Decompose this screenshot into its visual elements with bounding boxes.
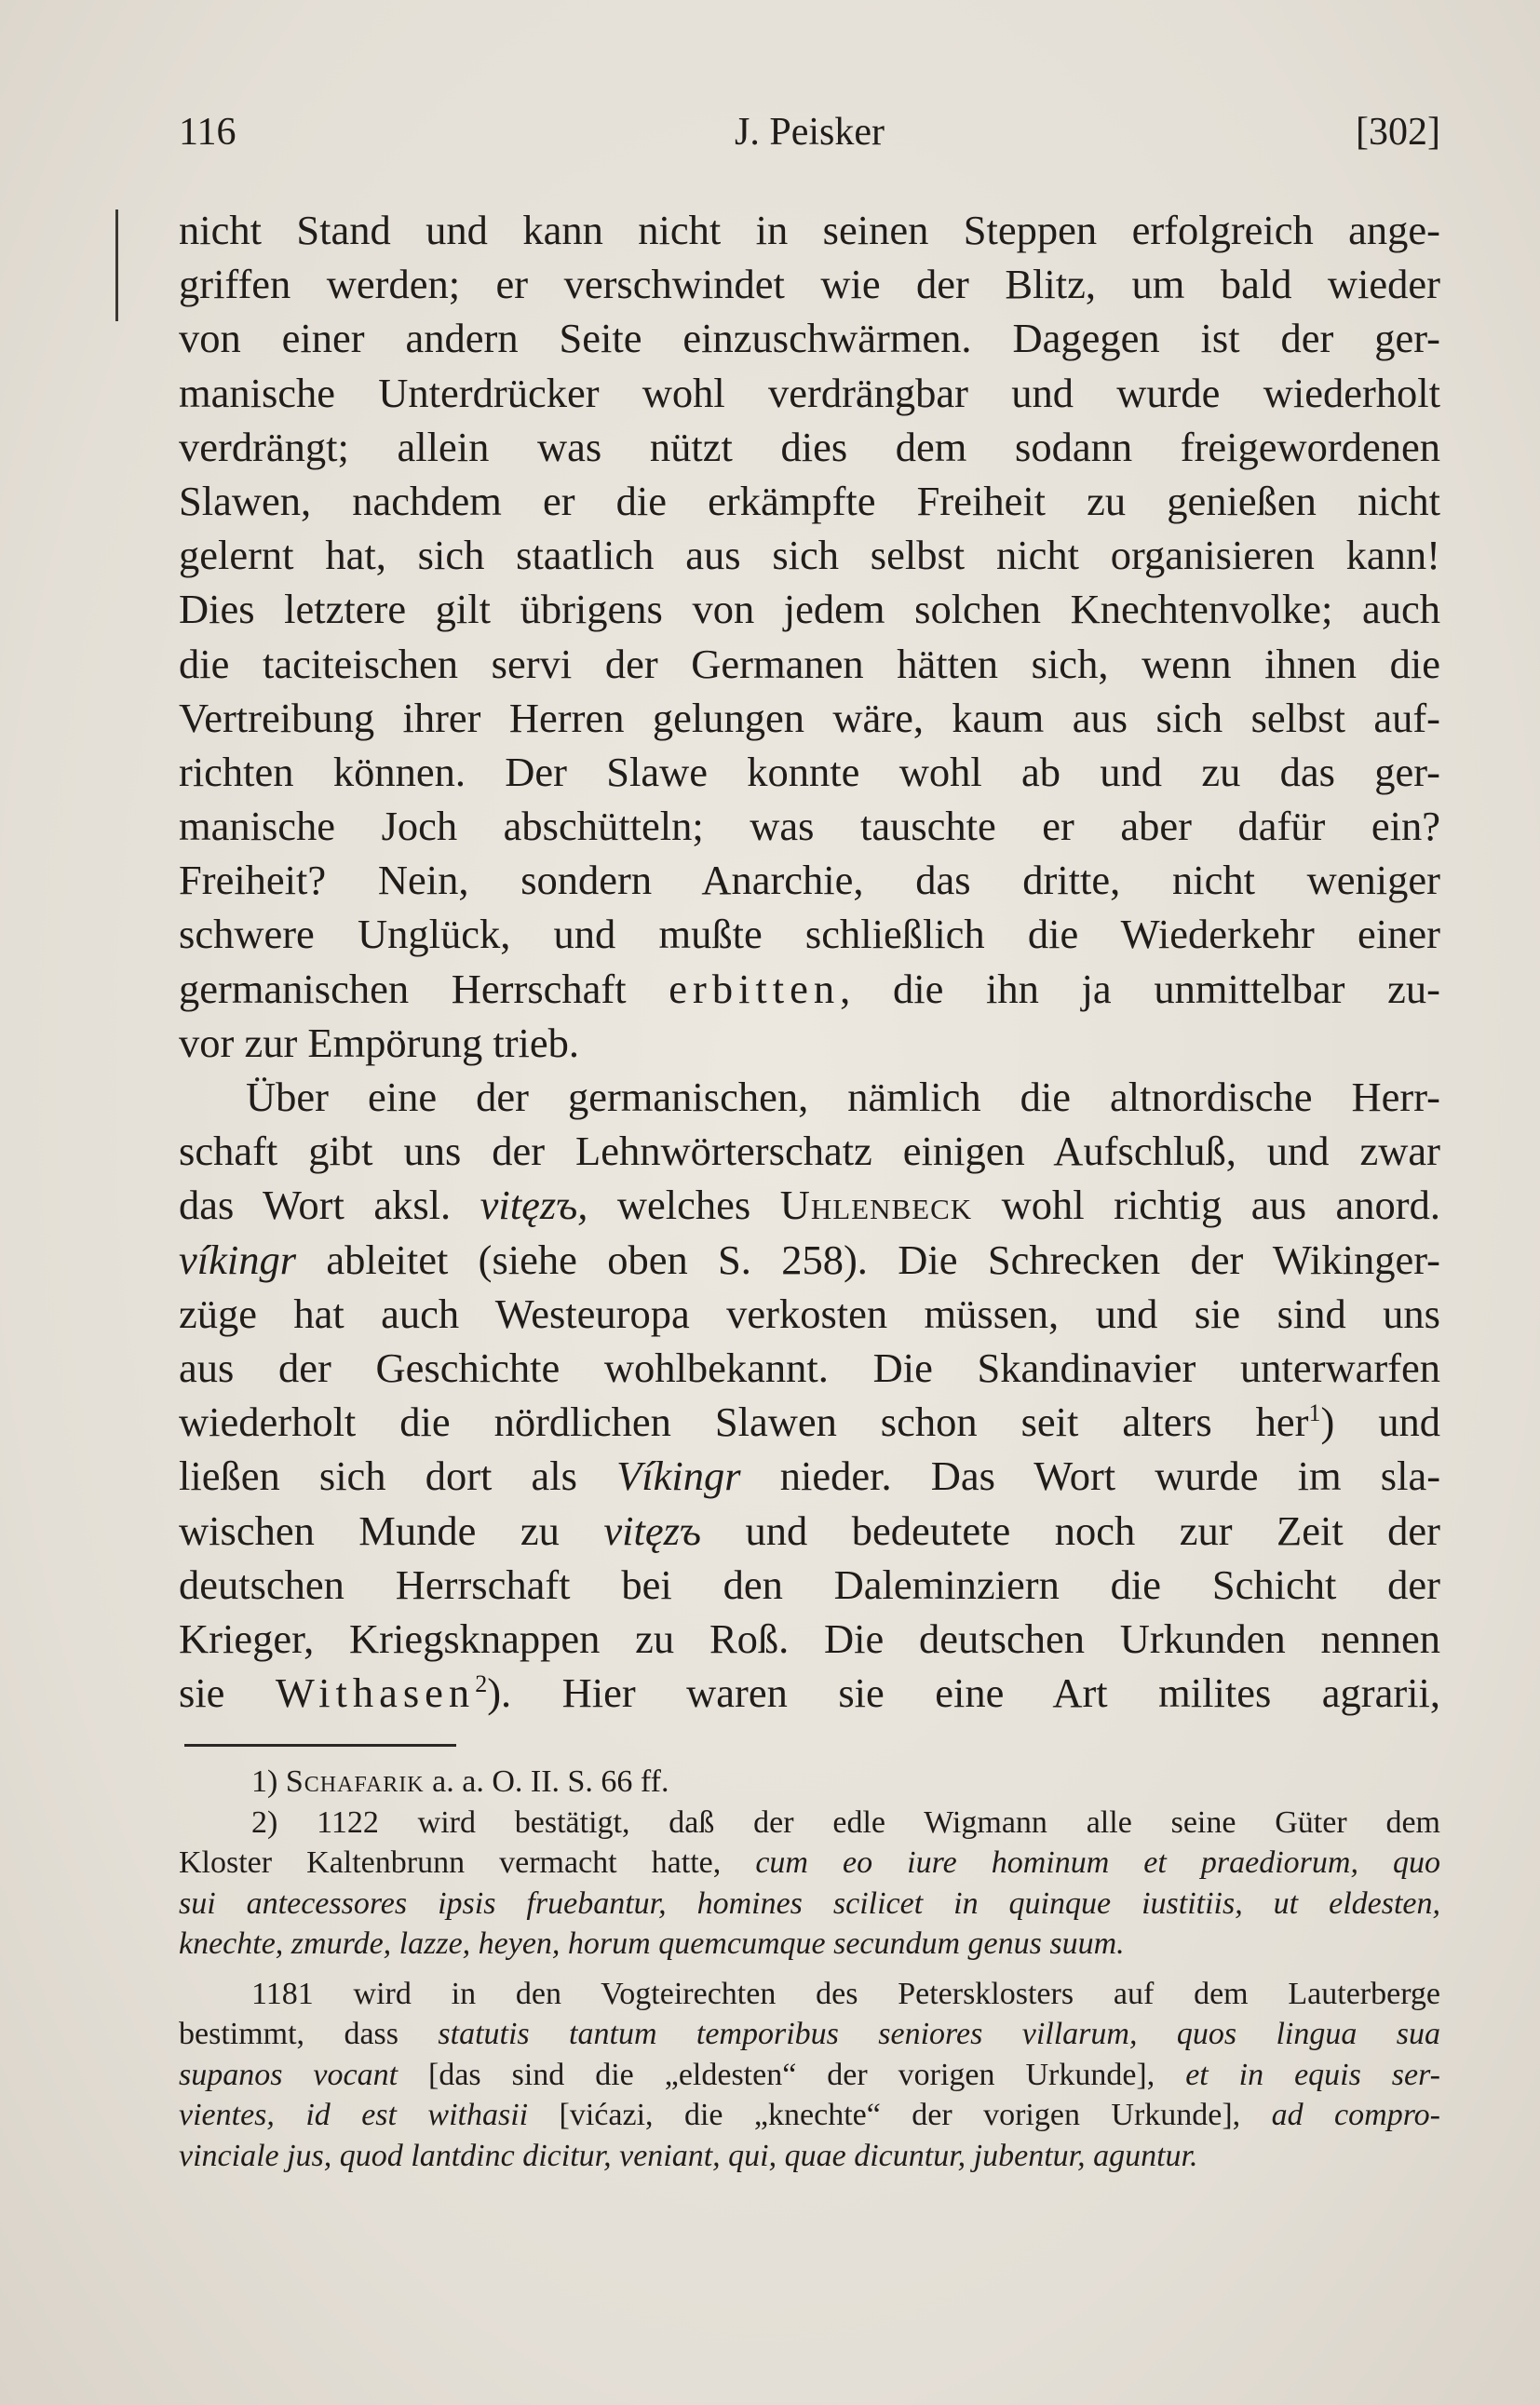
footnote-1: 1) Schafarik a. a. O. II. S. 66 ff. <box>251 1764 669 1799</box>
spaced-emphasis: Withasen <box>275 1669 476 1717</box>
body-line: manische Unterdrücker wohl verdrängbar und wurde wiederholt <box>179 369 1440 416</box>
footnote-3-line: vinciale jus, quod lantdinc dicitur, veniant, qui, quae dicuntur, jubentur, aguntur. <box>179 2138 1198 2173</box>
body-line: züge hat auch Westeuropa verkosten müssen, und sie sind uns <box>179 1290 1440 1337</box>
body-line: griffen werden; er verschwindet wie der Blitz, um bald wieder <box>179 261 1440 308</box>
footnote-separator <box>184 1744 456 1747</box>
body-line: Krieger, Kriegsknappen zu Roß. Die deutschen Urkunden nennen <box>179 1615 1440 1662</box>
footnote-ref: 2 <box>475 1670 488 1698</box>
author-name: Uhlenbeck <box>779 1182 973 1229</box>
italic-word: vitęzъ <box>603 1507 702 1554</box>
body-line: richten können. Der Slawe konnte wohl ab und zu das ger- <box>179 748 1440 795</box>
running-title: J. Peisker <box>735 111 885 154</box>
footnotes <box>179 1762 1440 2176</box>
body-line: manische Joch abschütteln; was tauschte er aber dafür ein? <box>179 803 1440 850</box>
italic-word: Víkingr <box>616 1452 741 1500</box>
body-text <box>179 203 1440 1720</box>
margin-line-mark <box>115 209 118 321</box>
body-line: Slawen, nachdem er die erkämpfte Freiheit zu genießen nicht <box>179 477 1440 524</box>
body-line: von einer andern Seite einzuschwärmen. Dagegen ist der ger- <box>179 315 1440 362</box>
body-line: die taciteischen servi der Germanen hätten sich, wenn ihnen die <box>179 640 1440 687</box>
body-line: Über eine der germanischen, nämlich die altnordische Herr- <box>246 1074 1440 1120</box>
footnote-2-line: sui antecessores ipsis fruebantur, homines scilicet in quinque iustitiis, ut eldesten, <box>179 1885 1440 1921</box>
body-line: germanischen Herrschaft erbitten, die ihn ja unmittelbar zu- <box>179 965 1440 1012</box>
footnote-2-line: knechte, zmurde, lazze, heyen, horum quemcumque secundum genus suum. <box>179 1926 1125 1961</box>
body-line: wischen Munde zu vitęzъ und bedeutete noch zur Zeit der <box>179 1507 1440 1554</box>
body-line: sie Withasen$^2$). Hier waren sie eine Art milites agrarii, <box>179 1669 1440 1717</box>
footnote-3-line: bestimmt, dass statutis tantum temporibus seniores villarum, quos lingua sua <box>179 2017 1441 2051</box>
running-header <box>179 110 1440 166</box>
body-line: vor zur Empörung trieb. <box>179 1019 580 1066</box>
body-line: Vertreibung ihrer Herren gelungen wäre, kaum aus sich selbst auf- <box>179 694 1440 741</box>
footnote-3-line: 1181 wird in den Vogteirechten des Petersklosters auf dem Lauterberge <box>251 1976 1440 2011</box>
spaced-emphasis: erbitten <box>669 965 841 1012</box>
italic-word: vitęzъ, <box>480 1182 588 1229</box>
body-line: schwere Unglück, und mußte schließlich die Wiederkehr einer <box>179 911 1440 958</box>
footnote-2-line: 2) 1122 wird bestätigt, daß der edle Wigmann alle seine Güter dem <box>251 1804 1440 1840</box>
body-line: nicht Stand und kann nicht in seinen Steppen erfolgreich ange- <box>179 207 1440 253</box>
body-line: ließen sich dort als Víkingr nieder. Das Wort wurde im sla- <box>179 1452 1441 1500</box>
body-line: schaft gibt uns der Lehnwörterschatz einigen Aufschluß, und zwar <box>179 1128 1440 1175</box>
body-line: deutschen Herrschaft bei den Daleminziern die Schicht der <box>179 1561 1440 1608</box>
footnote-3-line: vientes, id est withasii [vićazi, die „knechte“ der vorigen Urkunde], ad compro- <box>179 2098 1440 2132</box>
footnote-3-line: supanos vocant [das sind die „eldesten“ der vorigen Urkunde], et in equis ser- <box>179 2057 1440 2092</box>
body-line: das Wort aksl. vitęzъ, welches Uhlenbeck wohl richtig aus anord. <box>179 1182 1440 1229</box>
footnote-2-line: Kloster Kaltenbrunn vermacht hatte, cum eo iure hominum et praediorum, quo <box>179 1845 1440 1880</box>
body-line: Freiheit? Nein, sondern Anarchie, das dritte, nicht weniger <box>179 857 1440 904</box>
author-name: Schafarik <box>285 1764 425 1799</box>
body-line: verdrängt; allein was nützt dies dem sodann freigewordenen <box>179 423 1440 470</box>
body-line: víkingr ableitet (siehe oben S. 258). Die Schrecken der Wikinger- <box>179 1236 1440 1283</box>
body-line: gelernt hat, sich staatlich aus sich selbst nicht organisieren kann! <box>179 532 1440 579</box>
italic-word: víkingr <box>179 1236 297 1283</box>
original-page-number: [302] <box>1356 111 1440 154</box>
footnote-ref: 1 <box>1308 1399 1321 1427</box>
body-line: wiederholt die nördlichen Slawen schon seit alters her$^1$) und <box>179 1398 1440 1446</box>
page-number: 116 <box>179 111 236 154</box>
body-line: aus der Geschichte wohlbekannt. Die Skandinavier unterwarfen <box>179 1344 1440 1391</box>
body-line: Dies letztere gilt übrigens von jedem solchen Knechtenvolke; auch <box>179 586 1440 633</box>
